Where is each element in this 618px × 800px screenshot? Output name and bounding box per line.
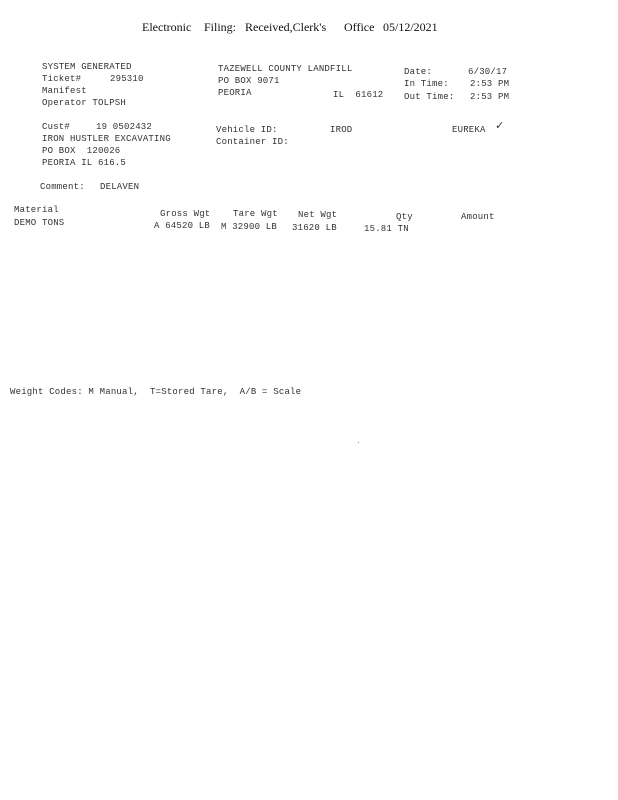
manifest-label: Manifest bbox=[42, 86, 87, 96]
vehicle-id-label: Vehicle ID: bbox=[216, 125, 278, 135]
date-value: 6/30/17 bbox=[468, 67, 508, 77]
date-label: Date: bbox=[404, 67, 433, 77]
row-tare-wgt: M 32900 LB bbox=[221, 222, 278, 232]
weight-codes: Weight Codes: M Manual, T=Stored Tare, A/B = Scale bbox=[10, 387, 302, 397]
header-net-wgt: Net Wgt bbox=[298, 210, 338, 220]
stamp-received: Received,Clerk's bbox=[245, 20, 327, 34]
container-id-label: Container ID: bbox=[216, 137, 289, 147]
cust-number: 19 0502432 bbox=[96, 122, 153, 132]
cust-label: Cust# bbox=[42, 122, 71, 132]
system-generated: SYSTEM GENERATED bbox=[42, 62, 132, 72]
checkmark-icon: ✓ bbox=[495, 119, 505, 132]
row-net-wgt: 31620 LB bbox=[292, 223, 337, 233]
header-tare-wgt: Tare Wgt bbox=[233, 209, 278, 219]
landfill-name: TAZEWELL COUNTY LANDFILL bbox=[218, 64, 353, 74]
landfill-state-zip: IL 61612 bbox=[333, 90, 384, 100]
in-time-value: 2:53 PM bbox=[470, 79, 510, 89]
landfill-po-box: PO BOX 9071 bbox=[218, 76, 280, 86]
row-material: DEMO TONS bbox=[14, 218, 65, 228]
comment-value: DELAVEN bbox=[100, 182, 140, 192]
customer-po-box: PO BOX 120026 bbox=[42, 146, 121, 156]
operator: Operator TOLPSH bbox=[42, 98, 127, 108]
customer-city: PEORIA IL 616.5 bbox=[42, 158, 127, 168]
header-amount: Amount bbox=[461, 212, 495, 222]
stamp-date: 05/12/2021 bbox=[383, 20, 438, 34]
out-time-label: Out Time: bbox=[404, 92, 455, 102]
comment-label: Comment: bbox=[40, 182, 85, 192]
stamp-electronic: Electronic bbox=[142, 20, 192, 34]
landfill-city: PEORIA bbox=[218, 88, 252, 98]
header-material: Material bbox=[14, 205, 59, 215]
customer-name: IRON HUSTLER EXCAVATING bbox=[42, 134, 171, 144]
in-time-label: In Time: bbox=[404, 79, 449, 89]
row-qty: 15.81 TN bbox=[364, 224, 409, 234]
stamp-office: Office bbox=[344, 20, 375, 34]
vehicle-id-value: IROD bbox=[330, 125, 353, 135]
header-gross-wgt: Gross Wgt bbox=[160, 209, 211, 219]
scan-speck bbox=[358, 442, 359, 443]
row-gross-wgt: A 64520 LB bbox=[154, 221, 211, 231]
header-qty: Qty bbox=[396, 212, 413, 222]
out-time-value: 2:53 PM bbox=[470, 92, 510, 102]
stamp-filing: Filing: bbox=[204, 20, 237, 34]
ticket-label: Ticket# bbox=[42, 74, 82, 84]
ticket-number: 295310 bbox=[110, 74, 144, 84]
eureka-marker: EUREKA bbox=[452, 125, 486, 135]
